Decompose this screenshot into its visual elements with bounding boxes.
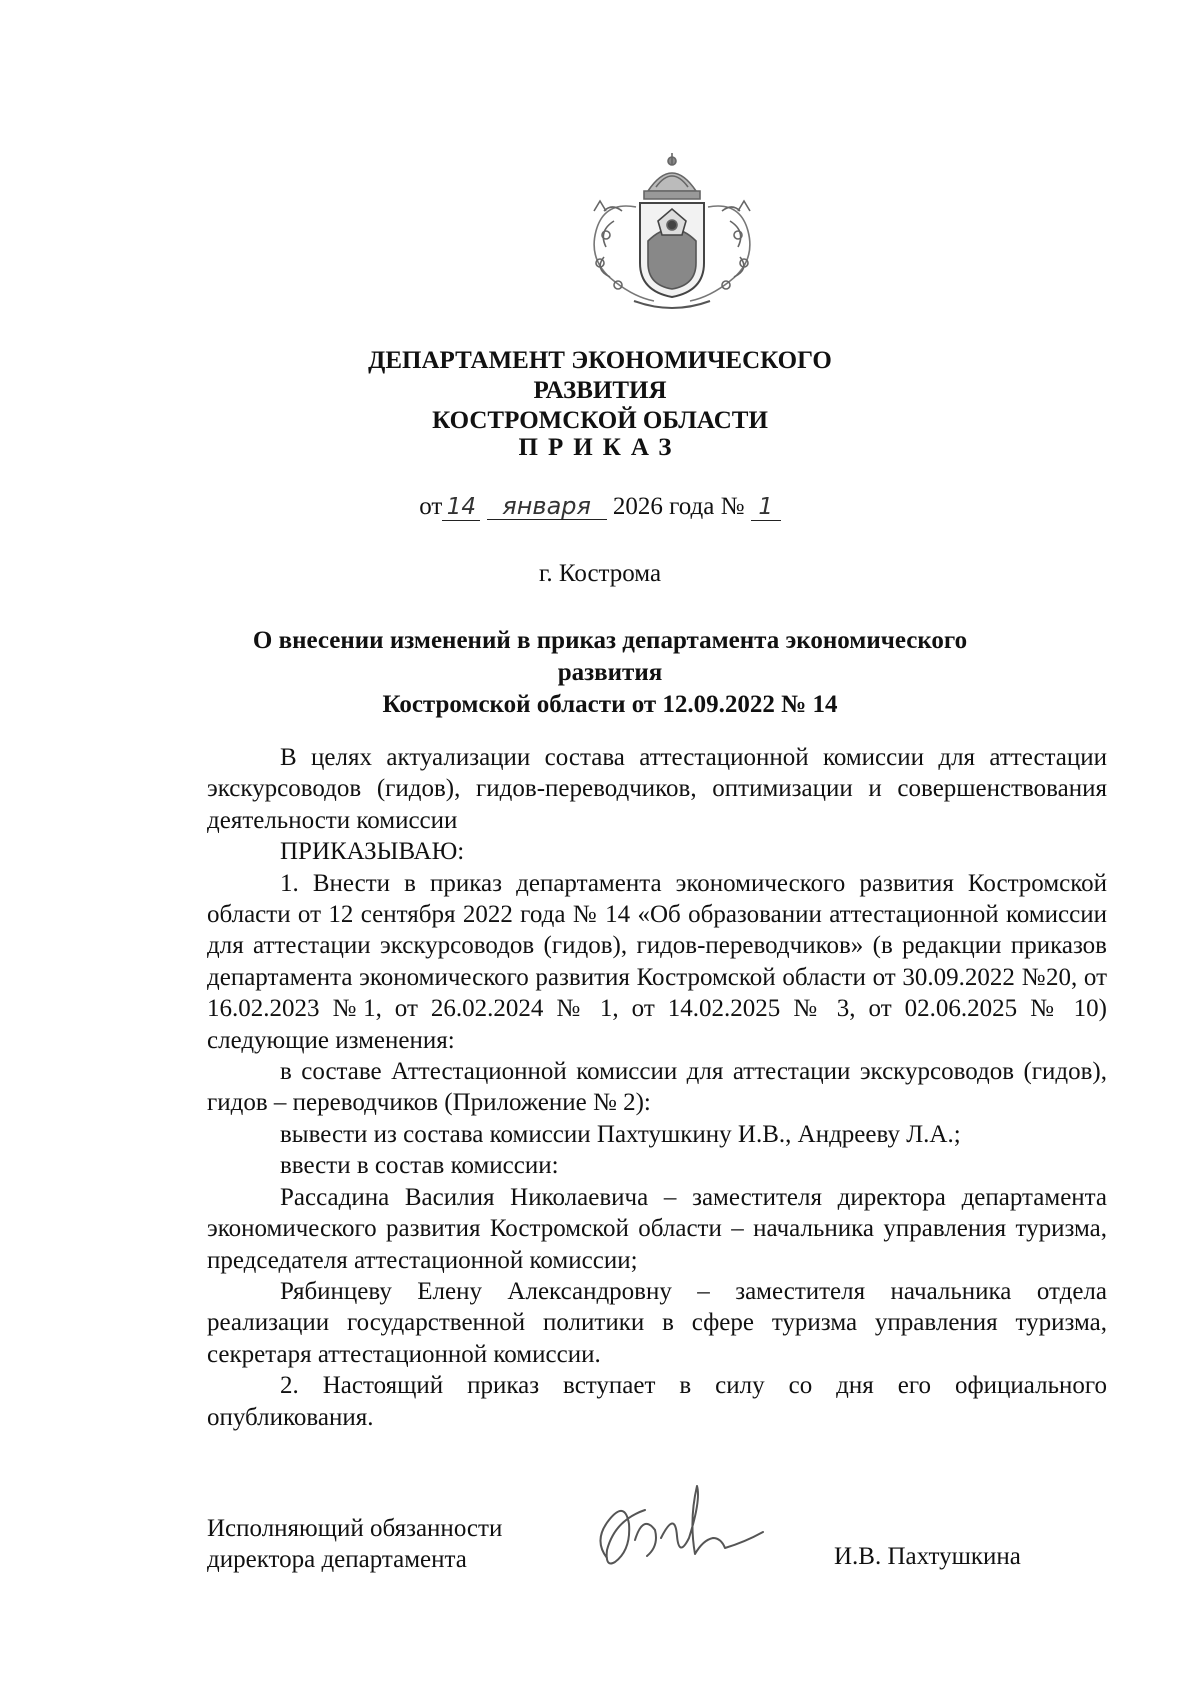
- body-paragraph-commission: в составе Аттестационной комиссии для аттестации экскурсоводов (гидов), гидов – переводчиков (Приложение № 2):: [207, 1058, 1107, 1117]
- body-paragraph-remove: вывести из состава комиссии Пахтушкину И.В., Андрееву Л.А.;: [280, 1120, 961, 1148]
- city: г. Кострома: [538, 560, 662, 587]
- handwritten-order-number: 1: [751, 494, 781, 521]
- department-name-line-1: ДЕПАРТАМЕНТ ЭКОНОМИЧЕСКОГО РАЗВИТИЯ: [368, 347, 832, 404]
- department-name: [300, 346, 900, 436]
- coat-of-arms-emblem: [574, 151, 770, 316]
- date-prefix: от: [419, 493, 443, 520]
- body-paragraph-member-1: Рассадина Василия Николаевича – заместителя директора департамента экономического развития Костромской области – начальника управления туризма, председателя аттестационной комиссии;: [207, 1183, 1107, 1274]
- body-paragraph-purpose: В целях актуализации состава аттестационной комиссии для аттестации экскурсоводов (гидов), гидов-переводчиков, оптимизации и совершенствования деятельности комиссии: [207, 744, 1107, 834]
- signatory-name: И.В. Пахтушкина: [834, 1543, 1021, 1570]
- body-paragraph-order: ПРИКАЗЫВАЮ:: [280, 838, 465, 866]
- handwritten-signature: [585, 1480, 765, 1570]
- body-paragraph-item-2: 2. Настоящий приказ вступает в силу со дня его официального опубликования.: [207, 1372, 1107, 1431]
- department-name-line-2: КОСТРОМСКОЙ ОБЛАСТИ: [432, 407, 768, 434]
- signatory-position: [207, 1513, 502, 1575]
- body-paragraph-member-2: Рябинцеву Елену Александровну – заместителя начальника отдела реализации государственной политики в сфере туризма управления туризма, секретаря аттестационной комиссии.: [207, 1277, 1107, 1368]
- handwritten-day: 14: [442, 494, 480, 521]
- order-title: ПРИКАЗ: [518, 434, 682, 461]
- order-subject: [200, 625, 1020, 721]
- signatory-position-line-1: Исполняющий обязанности: [207, 1515, 503, 1542]
- order-body: [207, 742, 1107, 1433]
- order-subject-line-1: О внесении изменений в приказ департамента экономического развития: [252, 627, 968, 686]
- date-year-number-label: 2026 года №: [612, 493, 745, 520]
- handwritten-month: января: [487, 493, 607, 520]
- body-paragraph-add: ввести в состав комиссии:: [280, 1152, 559, 1180]
- order-subject-line-2: Костромской области от 12.09.2022 № 14: [382, 691, 838, 718]
- body-paragraph-item-1: 1. Внести в приказ департамента экономического развития Костромской области от 12 сентября 2022 года № 14 «Об образовании аттестационной комиссии для аттестации экскурсоводов (гидов), гидов-переводчиков» (в редакции приказов департамента экономического развития Костромской области от 30.09.2022 №20, от 16.02.2023 №1, от 26.02.2024 № 1, от 14.02.2025 № 3, от 02.06.2025 № 10) следующие изменения:: [207, 869, 1107, 1054]
- order-date-line: [0, 493, 1200, 521]
- signatory-position-line-2: директора департамента: [207, 1546, 467, 1573]
